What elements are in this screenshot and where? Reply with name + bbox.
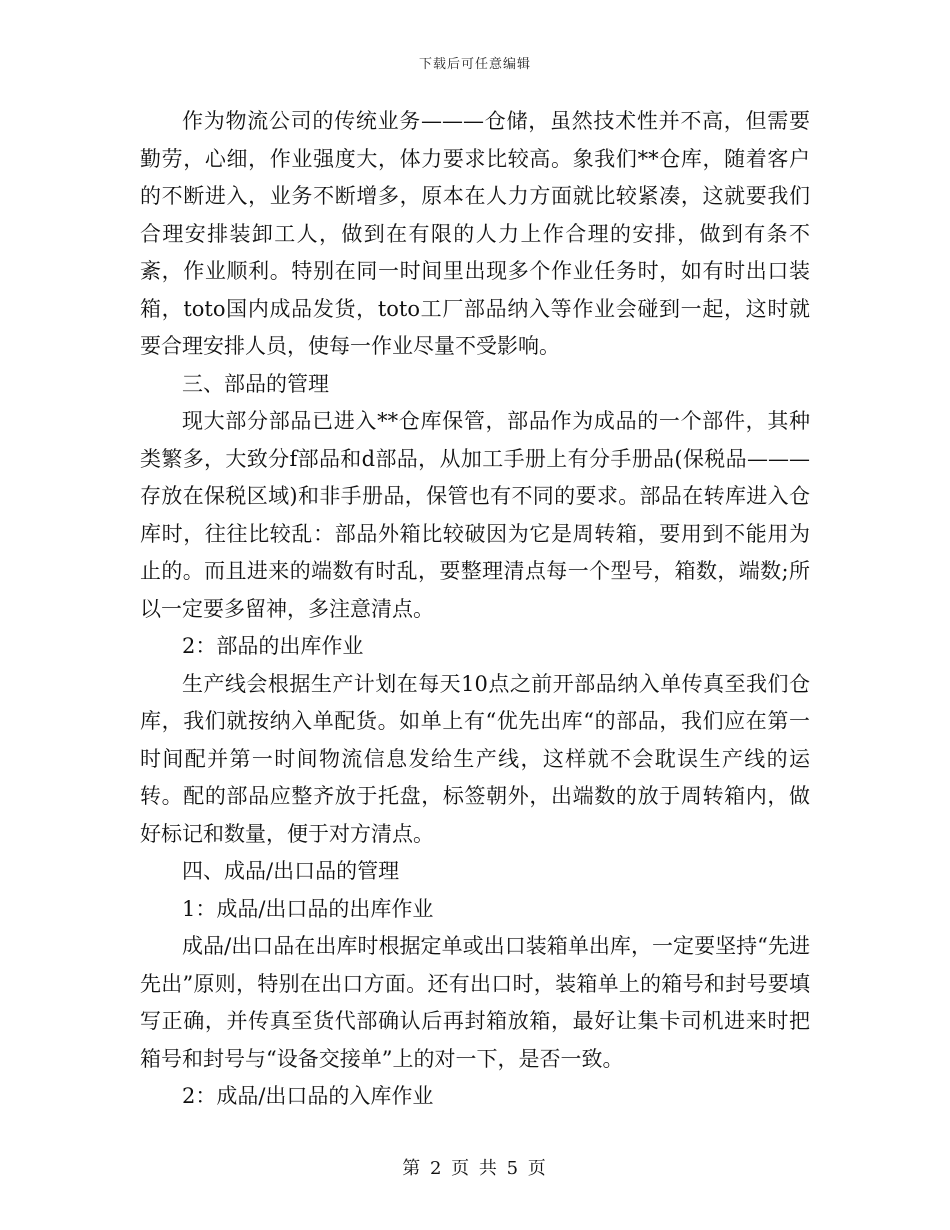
subheading-parts-outbound: 2：部品的出库作业 <box>182 634 364 658</box>
subheading-finished-goods-outbound: 1：成品/出口品的出库作业 <box>182 896 434 921</box>
section-heading-finished-goods: 四、成品/出口品的管理 <box>182 859 400 883</box>
subheading-finished-goods-inbound: 2：成品/出口品的入库作业 <box>182 1084 434 1108</box>
paragraph-parts-storage: 现大部分部品已进入**仓库保管，部品作为成品的一个部件，其种类繁多，大致分f部品和d部品，从加工手册上有分手册品(保税品———存放在保税区域)和非手册品，保管也有不同的要求。部品在转库进入仓库时，往往比较乱：部品外箱比较破因为它是周转箱，要用到不能用为止的。而且进来的端数有时乱，要整理清点每一个型号，箱数，端数;所以一定要多留神，多注意清点。 <box>140 409 810 621</box>
paragraph-finished-goods-outbound: 成品/出口品在出库时根据定单或出口装箱单出库，一定要坚持“先进先出”原则，特别在出口方面。还有出口时，装箱单上的箱号和封号要填写正确，并传真至货代部确认后再封箱放箱，最好让集卡司机进来时把箱号和封号与“设备交接单”上的对一下，是否一致。 <box>140 934 810 1071</box>
page-footer: 第 2 页 共 5 页 <box>402 1158 548 1179</box>
page-header: 下载后可任意编辑 <box>418 57 531 72</box>
paragraph-parts-outbound: 生产线会根据生产计划在每天10点之前开部品纳入单传真至我们仓库，我们就按纳入单配货。如单上有“优先出库“的部品，我们应在第一时间配并第一时间物流信息发给生产线，这样就不会耽误生产线的运转。配的部品应整齐放于托盘，标签朝外，出端数的放于周转箱内，做好标记和数量，便于对方清点。 <box>140 671 810 846</box>
paragraph-warehousing-intro: 作为物流公司的传统业务———仓储，虽然技术性并不高，但需要勤劳，心细，作业强度大，体力要求比较高。象我们**仓库，随着客户的不断进入，业务不断增多，原本在人力方面就比较紧凑，这就要我们合理安排装卸工人，做到在有限的人力上作合理的安排，做到有条不紊，作业顺利。特别在同一时间里出现多个作业任务时，如有时出口装箱，toto国内成品发货，toto工厂部品纳入等作业会碰到一起，这时就要合理安排人员，使每一作业尽量不受影响。 <box>140 109 810 358</box>
section-heading-parts-management: 三、部品的管理 <box>182 371 329 396</box>
document-body <box>140 103 810 1116</box>
